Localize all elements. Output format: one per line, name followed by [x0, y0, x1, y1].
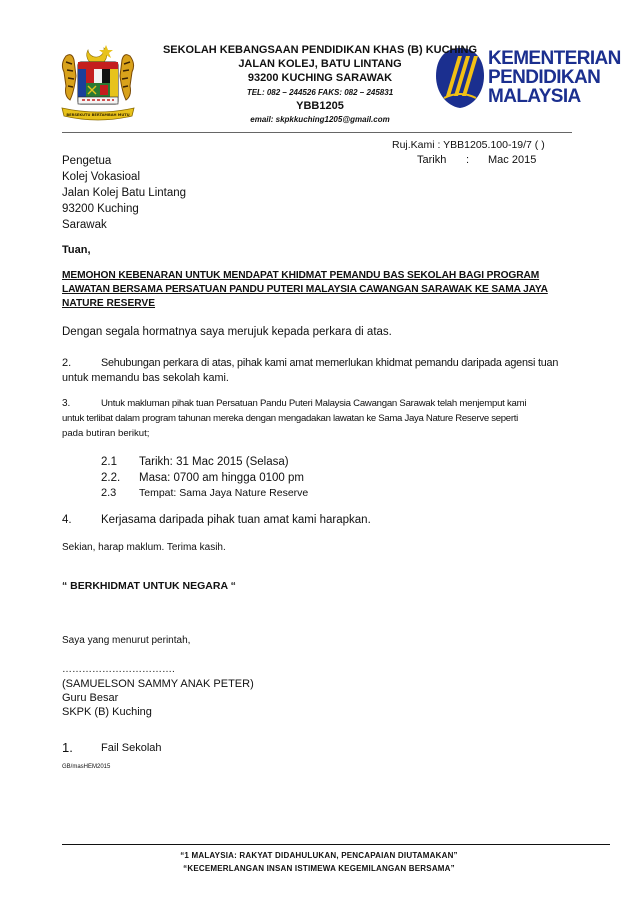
paragraph-3-line-3: pada butiran berikut; [62, 428, 150, 439]
cc-text: Fail Sekolah [101, 742, 162, 754]
signature-intro: Saya yang menurut perintah, [62, 635, 191, 646]
closing-line: Sekian, harap maklum. Terima kasih. [62, 542, 226, 553]
school-name: SEKOLAH KEBANGSAAN PENDIDIKAN KHAS (B) KUCHING [162, 44, 478, 56]
footer-line-1: “1 MALAYSIA: RAKYAT DIDAHULUKAN, PENCAPAIAN DIUTAMAKAN” [180, 851, 458, 860]
date-value: Mac 2015 [488, 154, 537, 166]
paragraph-2-line-2: untuk memandu bas sekolah kami. [62, 372, 229, 384]
school-code: YBB1205 [296, 100, 344, 112]
header-divider [62, 132, 572, 133]
ministry-logo-line-2: PENDIDIKAN [488, 67, 601, 88]
paragraph-3-number: 3. [62, 398, 71, 409]
paragraph-1: Dengan segala hormatnya saya merujuk kepada perkara di atas. [62, 326, 392, 338]
item-1-text: Tarikh: 31 Mac 2015 (Selasa) [139, 456, 289, 468]
subject-line-1: MEMOHON KEBENARAN UNTUK MENDAPAT KHIDMAT PEMANDU BAS SEKOLAH BAGI PROGRAM [62, 270, 540, 281]
school-street: JALAN KOLEJ, BATU LINTANG [238, 58, 402, 70]
salutation: Tuan, [62, 244, 91, 256]
svg-text:BERSEKUTU BERTAMBAH MUTU: BERSEKUTU BERTAMBAH MUTU [66, 113, 130, 117]
recipient-line-3: Jalan Kolej Batu Lintang [62, 187, 187, 199]
recipient-line-4: 93200 Kuching [62, 203, 139, 215]
signatory-title: Guru Besar [62, 692, 119, 704]
paragraph-3-line-2: untuk terlibat dalam program tahunan mereka dengan mengadakan lawatan ke Sama Jaya Nature Reserve seperti [62, 413, 518, 424]
reference-initials: GB/masHEM2015 [62, 764, 111, 770]
recipient-line-5: Sarawak [62, 219, 107, 231]
school-email: email: skpkkuching1205@gmail.com [250, 115, 390, 124]
date-label: Tarikh [417, 154, 447, 166]
paragraph-4-number: 4. [62, 514, 72, 526]
ministry-logo-line-3: MALAYSIA [488, 86, 581, 107]
school-phone-fax: TEL: 082 – 244526 FAKS: 082 – 245831 [246, 88, 394, 97]
item-2-text: Masa: 0700 am hingga 0100 pm [139, 472, 304, 484]
signatory-name: (SAMUELSON SAMMY ANAK PETER) [62, 678, 254, 690]
subject-line-3: NATURE RESERVE [62, 298, 156, 309]
item-2-number: 2.2. [101, 472, 121, 484]
signature-line: ……………………………. [62, 664, 175, 675]
footer-line-2: “KECEMERLANGAN INSAN ISTIMEWA KEGEMILANGAN BERSAMA” [183, 864, 455, 873]
reference-number: Ruj.Kami : YBB1205.100-19/7 ( ) [392, 139, 545, 151]
paragraph-2-line-1: Sehubungan perkara di atas, pihak kami amat memerlukan khidmat pemandu daripada agensi tuan [101, 357, 559, 369]
subject-line-2: LAWATAN BERSAMA PERSATUAN PANDU PUTERI MALAYSIA CAWANGAN SARAWAK KE SAMA JAYA [62, 284, 548, 295]
paragraph-2-number: 2. [62, 357, 72, 369]
item-3-text: Tempat: Sama Jaya Nature Reserve [139, 487, 309, 499]
school-city: 93200 KUCHING SARAWAK [247, 72, 393, 84]
date-separator: : [466, 154, 470, 166]
item-3-number: 2.3 [101, 487, 117, 499]
recipient-line-2: Kolej Vokasioal [62, 171, 140, 183]
footer-divider [62, 844, 610, 845]
paragraph-4-text: Kerjasama daripada pihak tuan amat kami harapkan. [101, 514, 371, 526]
signatory-organisation: SKPK (B) Kuching [62, 706, 152, 718]
item-1-number: 2.1 [101, 456, 117, 468]
recipient-line-1: Pengetua [62, 155, 112, 167]
motto: “ BERKHIDMAT UNTUK NEGARA “ [62, 580, 236, 592]
cc-number: 1. [62, 740, 73, 755]
paragraph-3-line-1: Untuk makluman pihak tuan Persatuan Pandu Puteri Malaysia Cawangan Sarawak telah menjemput kami [101, 398, 527, 409]
ministry-logo-line-1: KEMENTERIAN [488, 48, 621, 69]
